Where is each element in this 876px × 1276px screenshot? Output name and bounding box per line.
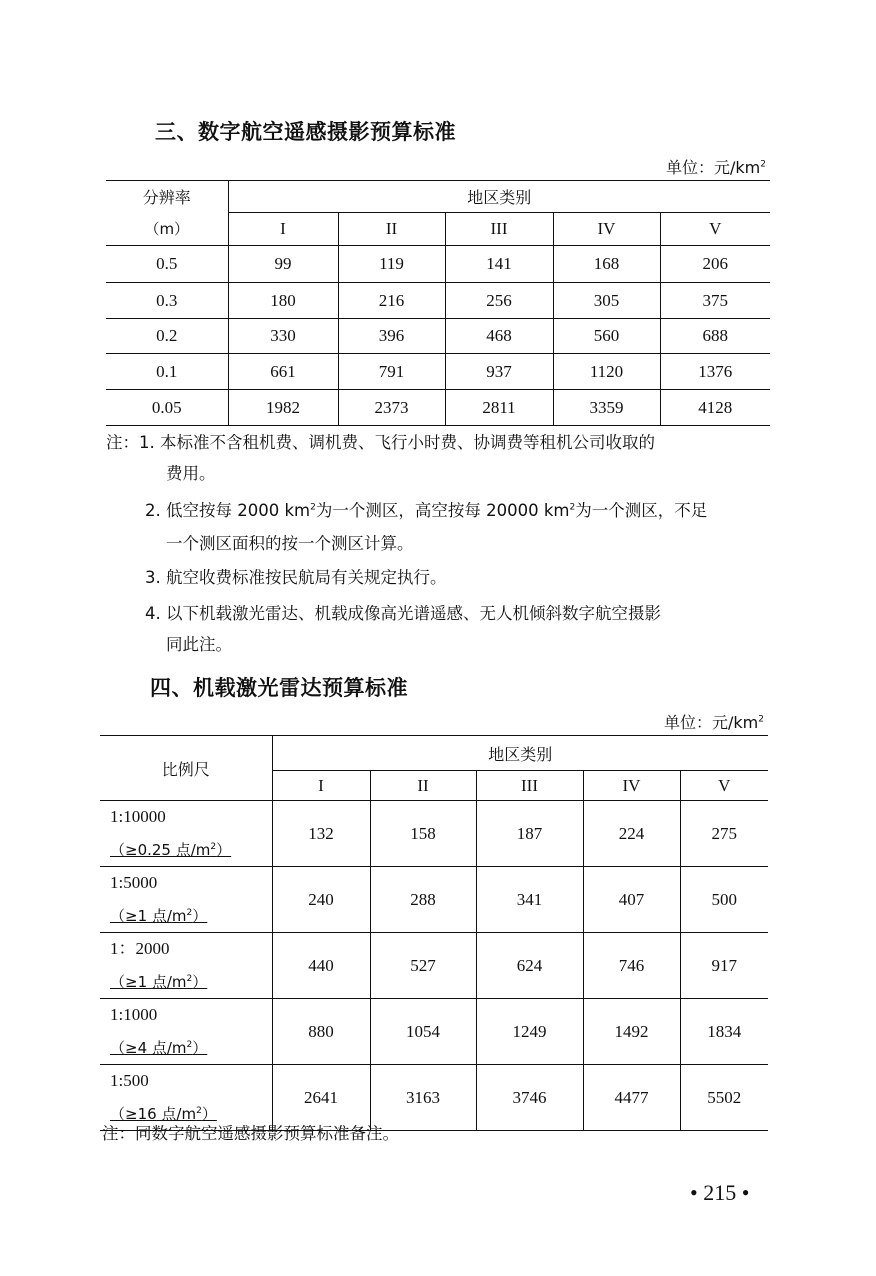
section3-table (106, 180, 770, 426)
cell: 119 (338, 246, 445, 283)
cell: 560 (553, 319, 660, 354)
column-header: IV (553, 213, 660, 246)
cell: 256 (445, 283, 553, 319)
paren: ） (192, 1039, 208, 1057)
section4-note: 注：同数字航空遥感摄影预算标准备注。 (102, 1124, 399, 1143)
cell: 1120 (553, 354, 660, 390)
cell: 624 (476, 933, 583, 999)
cell: 99 (228, 246, 338, 283)
row-label: 0.1 (106, 354, 228, 390)
cell: 1249 (476, 999, 583, 1065)
cell: 216 (338, 283, 445, 319)
cell: 168 (553, 246, 660, 283)
cell: 2641 (272, 1065, 370, 1131)
cell: 5502 (707, 1087, 742, 1107)
row-header-line1: 分辨率 (106, 181, 228, 213)
column-header: I (228, 213, 338, 246)
cell: 4477 (583, 1065, 680, 1131)
page-number: • 215 • (690, 1180, 750, 1205)
scale-label (100, 933, 272, 999)
note-2 (145, 503, 707, 520)
cell: 187 (476, 801, 583, 867)
paren: ） (216, 841, 232, 859)
density-text (110, 1030, 272, 1064)
table-row (106, 246, 770, 283)
note-text: 1. 本标准不含租机费、调机费、飞行小时费、协调费等租机公司收取的 (139, 433, 655, 452)
note-text: 为一个测区，不足 (575, 501, 708, 520)
cell: 375 (702, 290, 729, 310)
cell: 180 (228, 283, 338, 319)
cell: 1982 (228, 390, 338, 426)
table-row (106, 390, 770, 426)
column-header: V (709, 219, 722, 238)
sup: 2 (310, 502, 316, 513)
group-header: 地区类别 (228, 181, 770, 213)
cell: 3163 (370, 1065, 476, 1131)
cell: 661 (228, 354, 338, 390)
table-row (106, 354, 770, 390)
section4-table (100, 735, 768, 1131)
note-text: 为一个测区，高空按每 20000 km (315, 501, 570, 520)
cell: 468 (445, 319, 553, 354)
note-4: 4. 以下机载激光雷达、机载成像高光谱遥感、无人机倾斜数字航空摄影 (145, 604, 661, 623)
sup: 2 (196, 1106, 202, 1116)
cell: 240 (272, 867, 370, 933)
cell: 880 (272, 999, 370, 1065)
density-text (110, 898, 272, 932)
cell: 1054 (370, 999, 476, 1065)
cell: 407 (583, 867, 680, 933)
cell: 1834 (707, 1021, 742, 1041)
scale-text: 1:10000 (110, 807, 166, 826)
density: （≥0.25 点/m (110, 841, 211, 859)
sup: 2 (569, 502, 576, 513)
cell: 791 (338, 354, 445, 390)
density: （≥1 点/m (110, 973, 187, 991)
unit-sup: 2 (760, 159, 766, 170)
cell: 2811 (445, 390, 553, 426)
sup: 2 (186, 974, 193, 984)
note-4-cont: 同此注。 (166, 635, 232, 654)
note-2-cont: 一个测区面积的按一个测区计算。 (166, 534, 414, 553)
cell: 500 (711, 889, 738, 909)
cell: 305 (553, 283, 660, 319)
table-row (100, 933, 768, 999)
scale-label (100, 867, 272, 933)
cell: 527 (370, 933, 476, 999)
table-row (100, 1065, 768, 1131)
scale-text: 1:500 (110, 1071, 149, 1090)
column-header: III (476, 771, 583, 801)
sup: 2 (210, 842, 217, 852)
column-header: II (370, 771, 476, 801)
table-row (100, 999, 768, 1065)
cell: 937 (445, 354, 553, 390)
cell: 688 (702, 326, 729, 345)
cell: 746 (583, 933, 680, 999)
unit-sup: 2 (758, 714, 764, 725)
unit-text: 单位：元/km (666, 158, 761, 177)
column-header: IV (583, 771, 680, 801)
section4-title: 四、机载激光雷达预算标准 (150, 676, 408, 700)
sup: 2 (186, 908, 193, 918)
cell: 1376 (698, 361, 733, 381)
note-3: 3. 航空收费标准按民航局有关规定执行。 (145, 568, 447, 587)
density: （≥4 点/m (110, 1039, 187, 1057)
row-label: 0.3 (106, 283, 228, 319)
table-row (100, 867, 768, 933)
cell: 206 (702, 254, 729, 273)
note-prefix: 注： (106, 433, 139, 452)
column-header: III (445, 213, 553, 246)
cell: 141 (445, 246, 553, 283)
cell: 1492 (583, 999, 680, 1065)
table-row (106, 319, 770, 354)
cell: 4128 (698, 397, 733, 417)
group-header: 地区类别 (272, 736, 768, 771)
note-1 (106, 435, 655, 452)
table-row (100, 801, 768, 867)
cell: 132 (272, 801, 370, 867)
cell: 917 (711, 955, 738, 975)
cell: 288 (370, 867, 476, 933)
density-text (110, 832, 272, 866)
density: （≥1 点/m (110, 907, 187, 925)
row-label: 0.05 (106, 390, 228, 426)
paren: ） (192, 907, 208, 925)
scale-label (100, 801, 272, 867)
cell: 3359 (553, 390, 660, 426)
cell: 396 (338, 319, 445, 354)
sup: 2 (186, 1040, 193, 1050)
scale-label (100, 1065, 272, 1131)
row-label: 0.2 (106, 319, 228, 354)
section4-unit (664, 710, 764, 733)
cell: 158 (370, 801, 476, 867)
scale-text: 1:5000 (110, 873, 158, 892)
cell: 2373 (338, 390, 445, 426)
row-header: 比例尺 (100, 736, 272, 801)
table-row (106, 283, 770, 319)
paren: ） (192, 973, 208, 991)
scale-text: 1：2000 (110, 939, 170, 958)
cell: 224 (583, 801, 680, 867)
scale-text: 1:1000 (110, 1005, 158, 1024)
density: （≥16 点/m (110, 1105, 197, 1123)
column-header: I (272, 771, 370, 801)
note-text: 2. 低空按每 2000 km (145, 501, 311, 520)
cell: 440 (272, 933, 370, 999)
cell: 330 (228, 319, 338, 354)
unit-text: 单位：元/km (664, 713, 759, 732)
row-label: 0.5 (106, 246, 228, 283)
row-header-line2: （m） (106, 213, 228, 246)
density-text (110, 964, 272, 998)
cell: 341 (476, 867, 583, 933)
note-1-cont: 费用。 (166, 464, 216, 483)
cell: 275 (711, 823, 738, 843)
cell: 3746 (476, 1065, 583, 1131)
scale-label (100, 999, 272, 1065)
section3-title: 三、数字航空遥感摄影预算标准 (155, 120, 456, 144)
section3-unit (666, 155, 766, 178)
column-header: V (718, 775, 731, 795)
column-header: II (338, 213, 445, 246)
paren: ） (201, 1105, 217, 1123)
